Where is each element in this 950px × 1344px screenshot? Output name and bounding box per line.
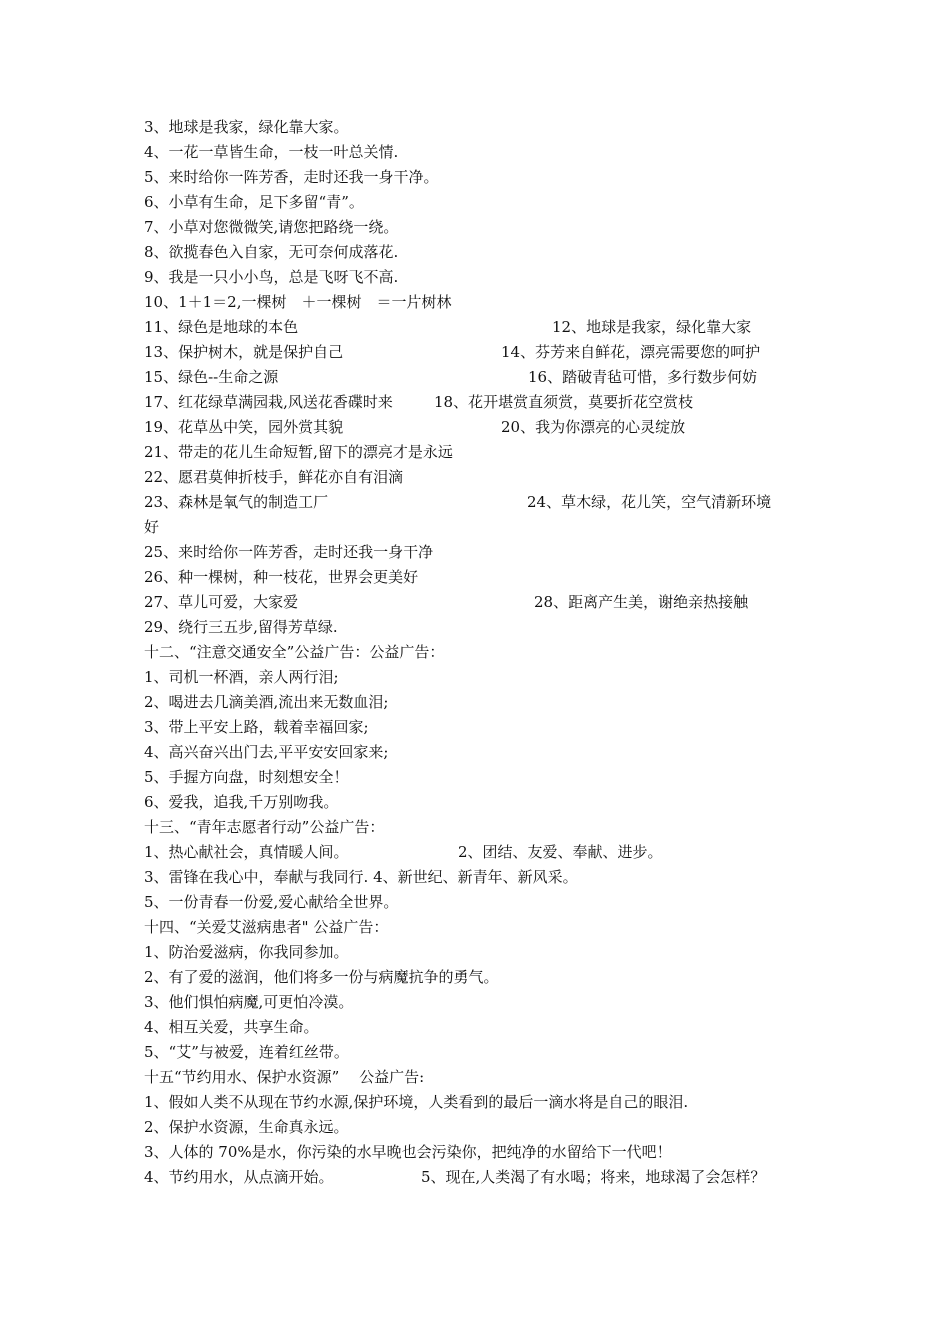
text-line: 3、雷锋在我心中，奉献与我同行. 4、新世纪、新青年、新风采。 bbox=[144, 868, 578, 886]
text-line: 17、红花绿草满园栽,风送花香碟时来 bbox=[144, 393, 393, 411]
text-line: 1、假如人类不从现在节约水源,保护环境，人类看到的最后一滴水将是自己的眼泪. bbox=[144, 1093, 689, 1111]
text-line: 8、欲揽春色入自家，无可奈何成落花. bbox=[144, 243, 399, 261]
text-line: 5、手握方向盘，时刻想安全！ bbox=[144, 768, 349, 786]
text-line: 3、带上平安上路，载着幸福回家; bbox=[144, 718, 369, 736]
text-line: 29、绕行三五步,留得芳草绿. bbox=[144, 618, 338, 636]
text-line: 2、有了爱的滋润，他们将多一份与病魔抗争的勇气。 bbox=[144, 968, 499, 986]
text-line: 7、小草对您微微笑,请您把路绕一绕。 bbox=[144, 218, 399, 236]
text-line: 6、小草有生命，足下多留“青”。 bbox=[144, 193, 364, 211]
text-line-second-column: 12、地球是我家，绿化靠大家 bbox=[552, 318, 752, 336]
text-line: 27、草儿可爱，大家爱 bbox=[144, 593, 299, 611]
text-line: 十二、“注意交通安全”公益广告：公益广告： bbox=[144, 643, 445, 661]
text-line: 19、花草丛中笑，园外赏其貌 bbox=[144, 418, 344, 436]
text-line: 2、保护水资源，生命真永远。 bbox=[144, 1118, 349, 1136]
text-line: 15、绿色--生命之源 bbox=[144, 368, 279, 386]
text-line: 21、带走的花儿生命短暂,留下的漂亮才是永远 bbox=[144, 443, 453, 461]
text-line: 4、节约用水，从点滴开始。 bbox=[144, 1168, 334, 1186]
text-line-second-column: 18、花开堪赏直须赏，莫要折花空赏枝 bbox=[434, 393, 694, 411]
text-line: 9、我是一只小小鸟，总是飞呀飞不高. bbox=[144, 268, 399, 286]
text-line: 26、种一棵树，种一枝花，世界会更美好 bbox=[144, 568, 419, 586]
text-line: 5、一份青春一份爱,爱心献给全世界。 bbox=[144, 893, 399, 911]
text-line: 4、相互关爱，共享生命。 bbox=[144, 1018, 319, 1036]
text-line: 十四、“关爱艾滋病患者" 公益广告： bbox=[144, 918, 389, 936]
text-line: 10、1＋1＝2,一棵树 ＋一棵树 ＝一片树林 bbox=[144, 293, 452, 311]
text-line: 3、他们惧怕病魔,可更怕冷漠。 bbox=[144, 993, 354, 1011]
text-line-second-column: 24、草木绿，花儿笑，空气清新环境 bbox=[527, 493, 772, 511]
text-line: 5、来时给你一阵芳香，走时还我一身干净。 bbox=[144, 168, 439, 186]
text-line: 1、防治爱滋病，你我同参加。 bbox=[144, 943, 349, 961]
text-line: 22、愿君莫伸折枝手，鲜花亦自有泪滴 bbox=[144, 468, 404, 486]
text-line: 十三、“青年志愿者行动”公益广告： bbox=[144, 818, 385, 836]
text-line: 11、绿色是地球的本色 bbox=[144, 318, 299, 336]
text-line: 十五“节约用水、保护水资源” 公益广告: bbox=[144, 1068, 425, 1086]
text-line: 1、司机一杯酒，亲人两行泪; bbox=[144, 668, 339, 686]
text-line-second-column: 16、踏破青毡可惜，多行数步何妨 bbox=[528, 368, 758, 386]
text-line: 4、高兴奋兴出门去,平平安安回家来; bbox=[144, 743, 389, 761]
text-line: 6、爱我，追我,千万别吻我。 bbox=[144, 793, 339, 811]
text-line: 3、地球是我家，绿化靠大家。 bbox=[144, 118, 349, 136]
text-line: 2、喝进去几滴美酒,流出来无数血泪; bbox=[144, 693, 389, 711]
text-line-second-column: 5、现在,人类渴了有水喝；将来，地球渴了会怎样？ bbox=[421, 1168, 766, 1186]
text-line-second-column: 2、团结、友爱、奉献、进步。 bbox=[458, 843, 663, 861]
text-line: 23、森林是氧气的制造工厂 bbox=[144, 493, 329, 511]
text-line: 好 bbox=[144, 518, 160, 536]
text-line: 1、热心献社会，真情暖人间。 bbox=[144, 843, 349, 861]
text-line: 5、“艾”与被爱，连着红丝带。 bbox=[144, 1043, 349, 1061]
text-line: 13、保护树木，就是保护自己 bbox=[144, 343, 344, 361]
text-line-second-column: 20、我为你漂亮的心灵绽放 bbox=[501, 418, 686, 436]
text-line-second-column: 14、芬芳来自鲜花，漂亮需要您的呵护 bbox=[501, 343, 761, 361]
text-line: 25、来时给你一阵芳香，走时还我一身干净 bbox=[144, 543, 434, 561]
text-line: 3、人体的 70%是水，你污染的水早晚也会污染你，把纯净的水留给下一代吧！ bbox=[144, 1143, 672, 1161]
text-line-second-column: 28、距离产生美，谢绝亲热接触 bbox=[534, 593, 749, 611]
text-line: 4、一花一草皆生命，一枝一叶总关情. bbox=[144, 143, 399, 161]
